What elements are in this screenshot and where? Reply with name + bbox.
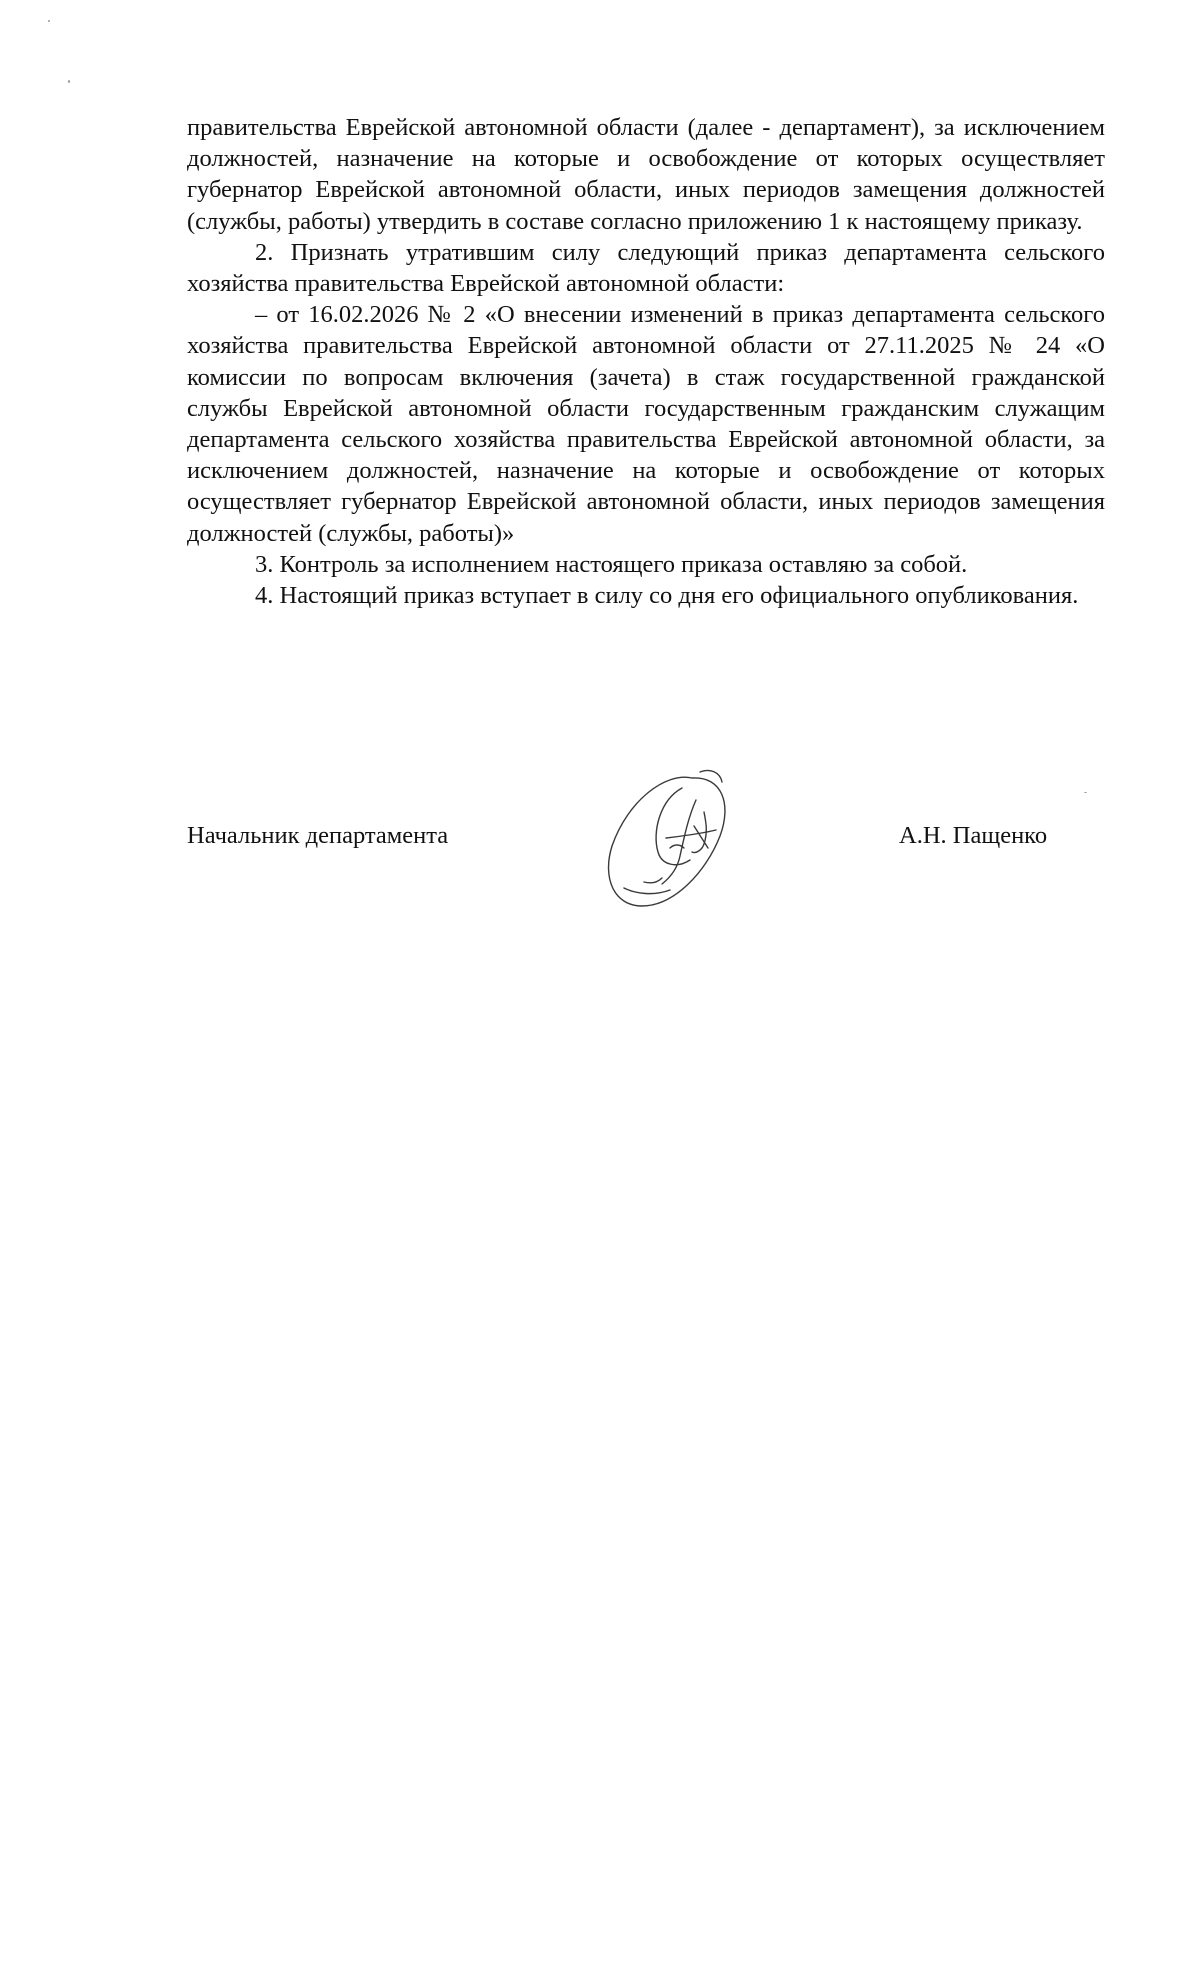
signature-block [187,820,1105,860]
scan-speck [48,20,50,22]
paragraph-continuation: правительства Еврейской автономной области (далее - департамент), за исключением должностей, назначение на которые и освобождение от которых осуществляет губернатор Еврейской автономной области, иных периодов замещения должностей (службы, работы) утвердить в составе согласно приложению 1 к настоящему приказу. [187,114,1105,235]
paragraph-item-4: 4. Настоящий приказ вступает в силу со дня его официального опубликования. [255,582,1079,610]
signatory-position: Начальник департамента [187,822,449,849]
signatory-name: А.Н. Пащенко [899,822,1048,849]
paragraph-item-2: 2. Признать утратившим силу следующий приказ департамента сельского хозяйства правительства Еврейской автономной области: [187,238,1105,298]
paragraph-item-3: 3. Контроль за исполнением настоящего приказа оставляю за собой. [255,550,968,578]
paragraph-item-2-subitem: – от 16.02.2026 № 2 «О внесении изменений в приказ департамента сельского хозяйства правительства Еврейской автономной области от 27.11.2025 № 24 «О комиссии по вопросам включения (зачета) в стаж государственной гражданской службы Еврейской автономной области государственным гражданским служащим департамента сельского хозяйства правительства Еврейской автономной области, за исключением должностей, назначение на которые и освобождение от которых осуществляет губернатор Еврейской автономной области, иных периодов замещения должностей (службы, работы)» [187,301,1105,547]
scan-speck [1084,792,1087,793]
scan-speck [68,80,70,83]
document-body [187,112,1105,611]
